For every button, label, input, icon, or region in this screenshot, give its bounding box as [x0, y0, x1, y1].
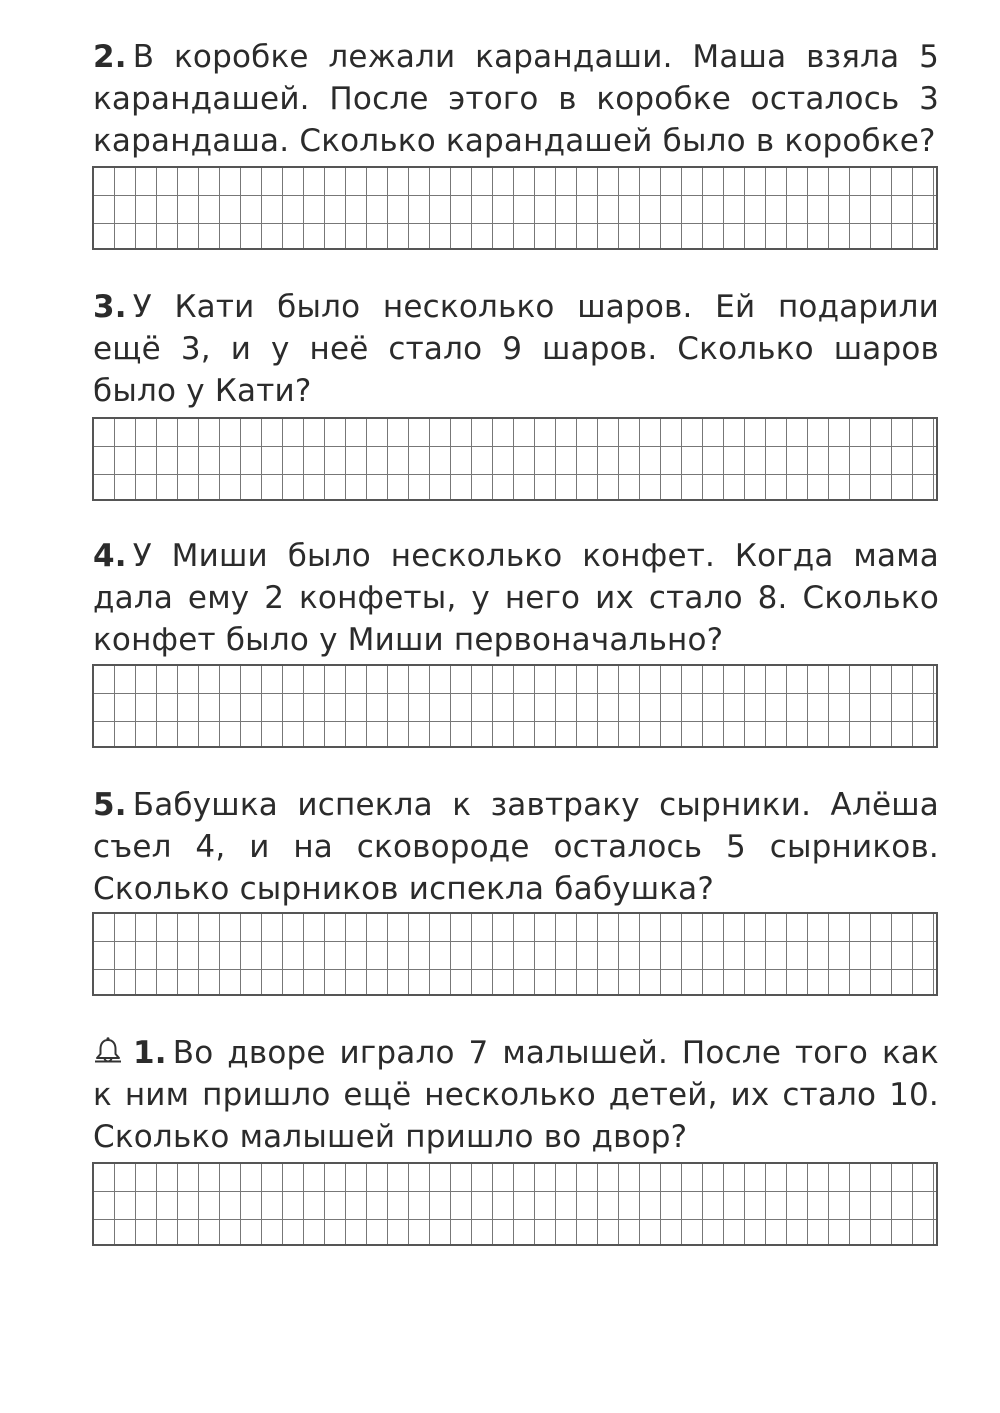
task-question: В коробке лежали карандаши. Маша взяла 5 карандашей. После этого в коробке осталось 3 карандаша. Сколько карандашей было в коробке?	[93, 39, 939, 159]
answer-grid-task-3[interactable]	[92, 417, 938, 501]
task-2-text	[93, 36, 939, 162]
task-3-text	[93, 286, 939, 412]
task-5	[93, 784, 939, 910]
task-bonus-1	[93, 1032, 939, 1158]
task-number: 2.	[93, 39, 127, 75]
task-2	[93, 36, 939, 162]
bell-icon	[93, 1036, 123, 1066]
answer-grid-task-2[interactable]	[92, 166, 938, 250]
answer-grid-task-5[interactable]	[92, 912, 938, 996]
task-number: 5.	[93, 787, 127, 823]
task-5-text	[93, 784, 939, 910]
task-question: У Кати было несколько шаров. Ей подарили ещё 3, и у неё стало 9 шаров. Сколько шаров было у Кати?	[93, 289, 939, 409]
task-4-text	[93, 535, 939, 661]
task-3	[93, 286, 939, 412]
task-question: Бабушка испекла к завтраку сырники. Алёша съел 4, и на сковороде осталось 5 сырников. Сколько сырников испекла бабушка?	[93, 787, 939, 907]
task-number: 4.	[93, 538, 127, 574]
task-number: 3.	[93, 289, 127, 325]
task-bonus-1-text	[93, 1032, 939, 1158]
task-question: Во дворе играло 7 малышей. После того как к ним пришло ещё несколько детей, их стало 10. Сколько малышей пришло во двор?	[93, 1035, 939, 1155]
answer-grid-task-bonus-1[interactable]	[92, 1162, 938, 1246]
task-4	[93, 535, 939, 661]
task-question: У Миши было несколько конфет. Когда мама дала ему 2 конфеты, у него их стало 8. Сколько конфет было у Миши первоначально?	[93, 538, 939, 658]
task-number: 1.	[133, 1035, 167, 1071]
answer-grid-task-4[interactable]	[92, 664, 938, 748]
